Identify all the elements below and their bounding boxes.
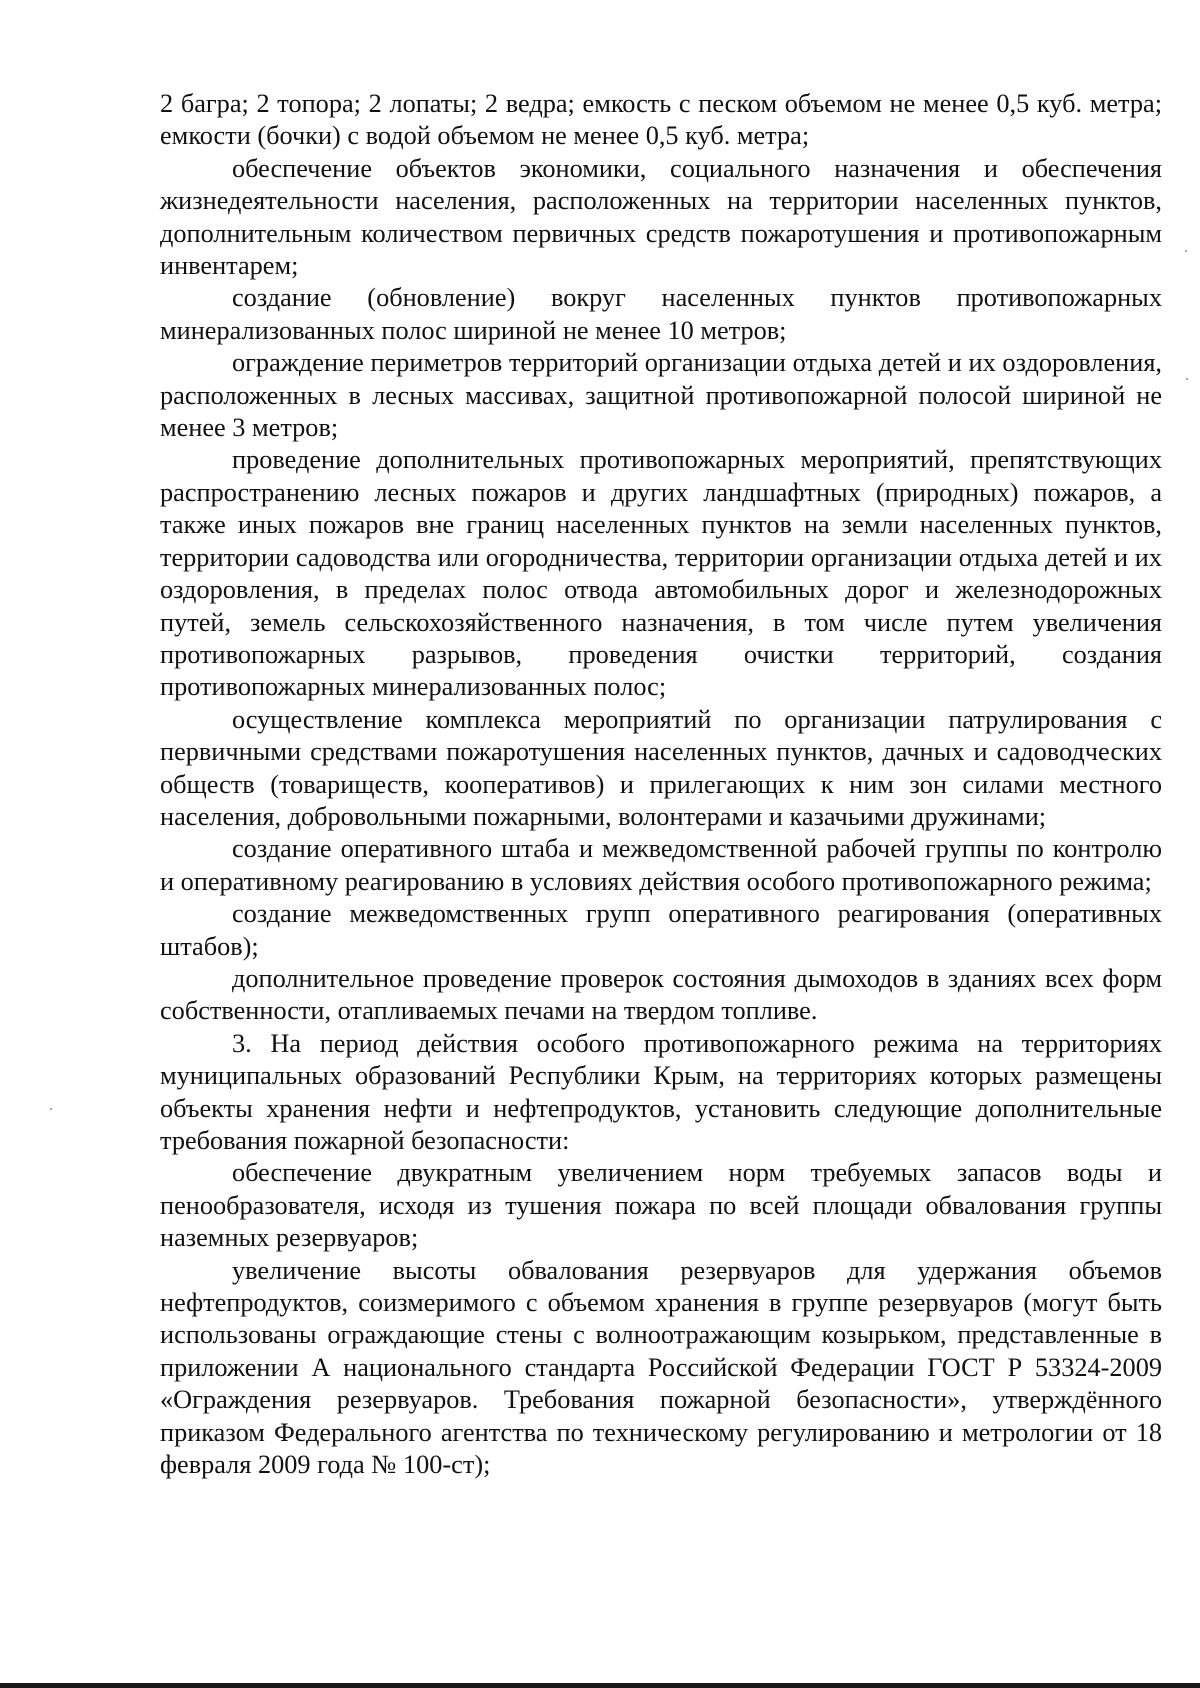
paragraph-patrolling: осуществление комплекса мероприятий по организации патрулирования с первичными средствами пожаротушения населенных пунктов, дачных и садоводческих обществ (товариществ, кооперативов) и прилегающих к ним зон силами местного населения, добровольными пожарными, волонтерами и казачьими дружинами; bbox=[160, 704, 1162, 831]
paragraph-primary-fire-equipment: обеспечение объектов экономики, социального назначения и обеспечения жизнедеятельности населения, расположенных на территории населенных пунктов, дополнительным количеством первичных средств пожаротушения и противопожарным инвентарем; bbox=[160, 153, 1162, 281]
scan-speck bbox=[50, 1108, 52, 1110]
scan-bottom-edge bbox=[0, 1683, 1200, 1688]
scan-speck bbox=[1185, 250, 1187, 252]
paragraph-children-camps-perimeter: ограждение периметров территорий организации отдыха детей и их оздоровления, расположенных в лесных массивах, защитной противопожарной полосой шириной не менее 3 метров; bbox=[160, 348, 1162, 443]
paragraph-additional-measures: проведение дополнительных противопожарных мероприятий, препятствующих распространению лесных пожаров и других ландшафтных (природных) пожаров, а также иных пожаров вне границ населенных пунктов на земли населенных пунктов, территории садоводства или огородничества, территории организации отдыха детей и их оздоровления, в пределах полос отвода автомобильных дорог и железнодорожных путей, земель сельскохозяйственного назначения, в том числе путем увеличения противопожарных разрывов, проведения очистки территорий, создания противопожарных минерализованных полос; bbox=[160, 445, 1162, 702]
document-page bbox=[160, 88, 1162, 1481]
paragraph-mineralized-strips: создание (обновление) вокруг населенных пунктов противопожарных минерализованных полос шириной не менее 10 метров; bbox=[160, 283, 1162, 345]
paragraph-water-foam-reserves: обеспечение двукратным увеличением норм требуемых запасов воды и пенообразователя, исходя из тушения пожара по всей площади обвалования группы наземных резервуаров; bbox=[160, 1158, 1162, 1253]
paragraph-chimney-inspections: дополнительное проведение проверок состояния дымоходов в зданиях всех форм собственности, отапливаемых печами на твердом топливе. bbox=[160, 963, 1162, 1026]
paragraph-operational-headquarters: создание оперативного штаба и межведомственной рабочей группы по контролю и оперативному реагированию в условиях действия особого противопожарного режима; bbox=[160, 834, 1162, 896]
paragraph-interagency-groups: создание межведомственных групп оперативного реагирования (оперативных штабов); bbox=[160, 899, 1162, 961]
paragraph-fire-equipment-list: 2 багра; 2 топора; 2 лопаты; 2 ведра; емкость с песком объемом не менее 0,5 куб. метра; емкости (бочки) с водой объемом не менее 0,5 куб. метра; bbox=[160, 89, 1162, 151]
paragraph-embankment-height: увеличение высоты обвалования резервуаров для удержания объемов нефтепродуктов, соизмеримого с объемом хранения в группе резервуаров (могут быть использованы ограждающие стены с волноотражающим козырьком, представленные в приложении А национального стандарта Российской Федерации ГОСТ Р 53324-2009 «Ограждения резервуаров. Требования пожарной безопасности», утверждённого приказом Федерального агентства по техническому регулированию и метрологии от 18 февраля 2009 года № 100-ст); bbox=[160, 1255, 1162, 1480]
scan-speck bbox=[1186, 378, 1188, 380]
paragraph-section-3: 3. На период действия особого противопожарного режима на территориях муниципальных образований Республики Крым, на территориях которых размещены объекты хранения нефти и нефтепродуктов, установить следующие дополнительные требования пожарной безопасности: bbox=[160, 1028, 1162, 1155]
